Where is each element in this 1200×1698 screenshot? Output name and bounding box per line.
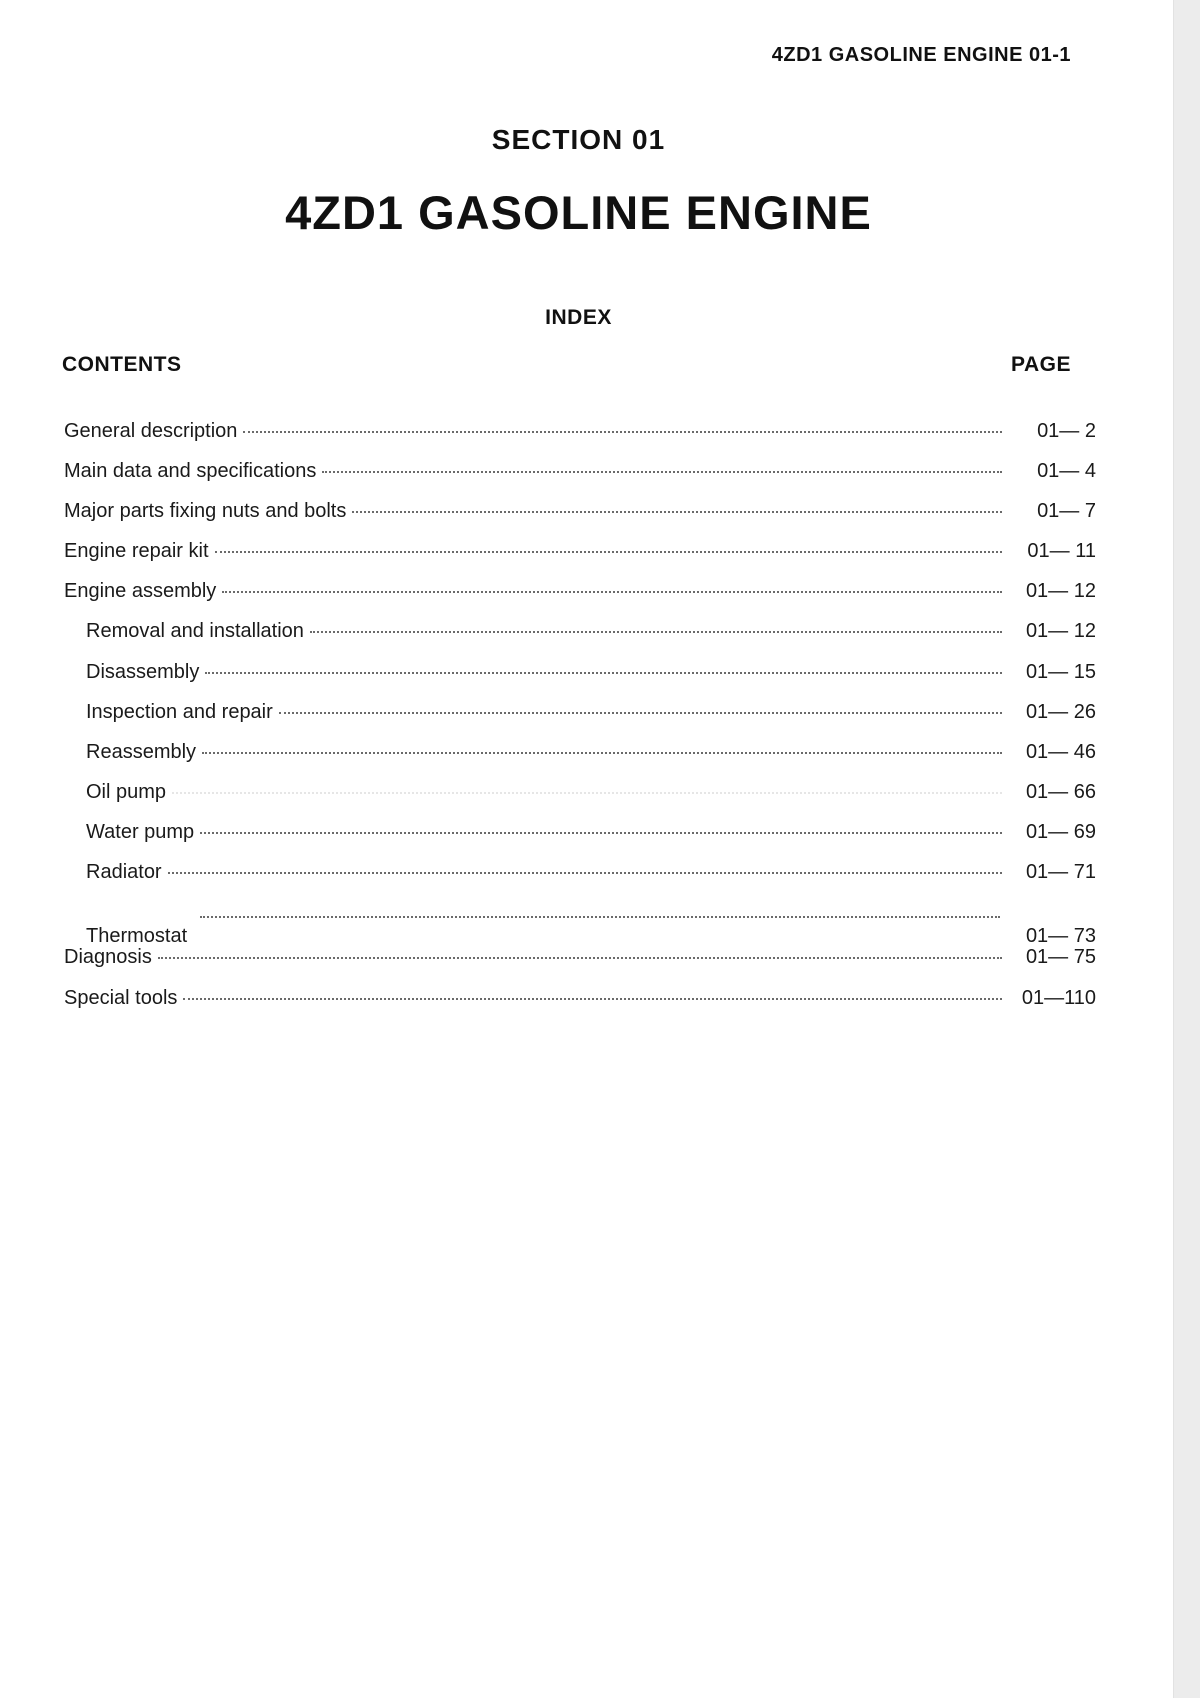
toc-entry-page: 01— 73 bbox=[1025, 925, 1096, 947]
toc-entry bbox=[64, 620, 1096, 648]
toc-entry-title: Engine repair kit bbox=[64, 540, 209, 562]
toc-entry-page: 01—110 bbox=[1021, 987, 1096, 1009]
dot-leader bbox=[222, 591, 1002, 593]
toc-entry bbox=[64, 460, 1096, 488]
toc-entry-page: 01— 66 bbox=[1025, 781, 1096, 803]
scrollbar-gutter[interactable] bbox=[1173, 0, 1200, 1698]
toc-entry bbox=[64, 987, 1096, 1015]
toc-entry bbox=[64, 540, 1096, 568]
dot-leader bbox=[200, 832, 1002, 834]
dot-leader bbox=[183, 998, 1002, 1000]
toc-entry-title: Disassembly bbox=[86, 661, 200, 683]
dot-leader bbox=[215, 551, 1002, 553]
toc-entry-page: 01— 7 bbox=[1037, 500, 1096, 522]
toc-entry-page: 01— 15 bbox=[1025, 661, 1096, 683]
toc-entry-page: 01— 4 bbox=[1037, 460, 1096, 482]
toc-entry-title: Thermostat bbox=[86, 925, 188, 947]
toc-entry-page: 01— 26 bbox=[1025, 701, 1096, 723]
toc-entry-page: 01— 46 bbox=[1025, 741, 1096, 763]
dot-leader bbox=[168, 872, 1002, 874]
dot-leader bbox=[200, 916, 1000, 918]
toc-entry bbox=[64, 861, 1096, 889]
toc-entry-title: Radiator bbox=[86, 861, 162, 883]
toc-entry-title: Main data and specifications bbox=[64, 460, 317, 482]
toc-entry bbox=[64, 781, 1096, 809]
toc-entry-page: 01— 11 bbox=[1027, 540, 1096, 562]
toc-entry-title: Removal and installation bbox=[86, 620, 304, 642]
toc-entry-page: 01— 12 bbox=[1025, 580, 1096, 602]
dot-leader bbox=[352, 511, 1002, 513]
toc-entry-page: 01— 12 bbox=[1025, 620, 1096, 642]
toc-entry-page: 01— 71 bbox=[1025, 861, 1096, 883]
toc-entry-title: Oil pump bbox=[86, 781, 167, 803]
dot-leader bbox=[205, 672, 1002, 674]
toc-entry-title: Major parts fixing nuts and bolts bbox=[64, 500, 347, 522]
toc-entry-title: Special tools bbox=[64, 987, 178, 1009]
index-heading: INDEX bbox=[545, 306, 612, 329]
toc-entry bbox=[64, 500, 1096, 528]
toc-entry bbox=[64, 946, 1096, 974]
dot-leader bbox=[202, 752, 1002, 754]
section-label: SECTION 01 bbox=[491, 124, 666, 155]
toc-entry-title: Water pump bbox=[86, 821, 195, 843]
dot-leader bbox=[193, 936, 1002, 938]
page-column-heading: PAGE bbox=[1011, 353, 1071, 376]
running-header: 4ZD1 GASOLINE ENGINE 01-1 bbox=[771, 44, 1071, 66]
toc-entry-title: Reassembly bbox=[86, 741, 197, 763]
toc-entry-page: 01— 75 bbox=[1025, 946, 1096, 968]
toc-entry-title: General description bbox=[64, 420, 238, 442]
dot-leader bbox=[172, 792, 1002, 794]
toc-entry bbox=[64, 701, 1096, 729]
toc-entry-title: Engine assembly bbox=[64, 580, 217, 602]
toc-entry-title: Inspection and repair bbox=[86, 701, 273, 723]
toc-entry-title: Diagnosis bbox=[64, 946, 152, 968]
dot-leader bbox=[322, 471, 1002, 473]
dot-leader bbox=[310, 631, 1002, 633]
toc-entry bbox=[64, 741, 1096, 769]
dot-leader bbox=[279, 712, 1002, 714]
toc-entry bbox=[64, 420, 1096, 448]
toc-entry bbox=[64, 580, 1096, 608]
toc-entry bbox=[64, 661, 1096, 689]
toc-entry bbox=[64, 821, 1096, 849]
contents-column-heading: CONTENTS bbox=[62, 353, 182, 376]
dot-leader bbox=[243, 431, 1002, 433]
dot-leader bbox=[158, 957, 1002, 959]
toc-entry-page: 01— 2 bbox=[1037, 420, 1096, 442]
document-title: 4ZD1 GASOLINE ENGINE bbox=[285, 186, 872, 239]
toc-entry-page: 01— 69 bbox=[1025, 821, 1096, 843]
